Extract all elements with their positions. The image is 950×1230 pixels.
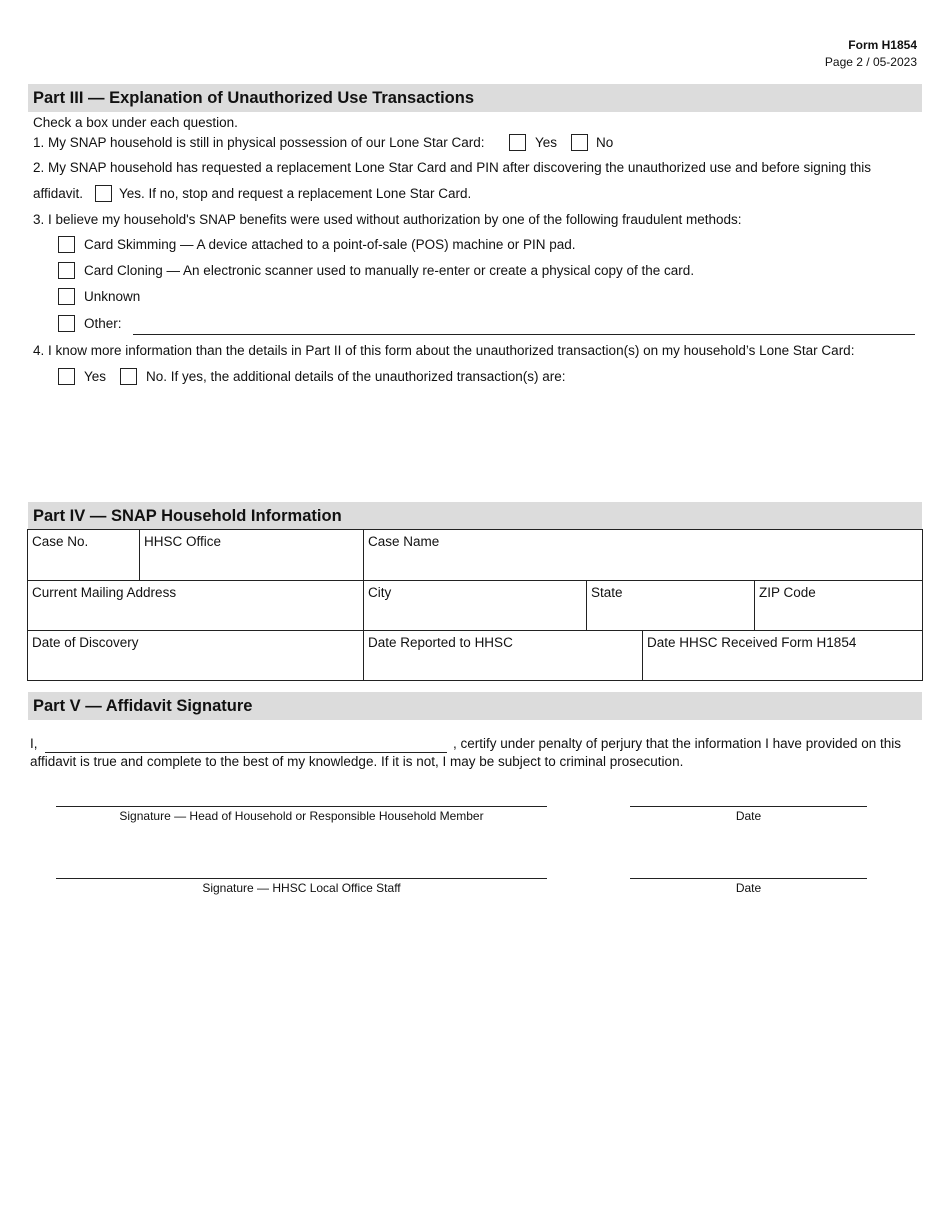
page-info: Page 2 / 05-2023 bbox=[824, 55, 917, 69]
hhsc-office-label: HHSC Office bbox=[144, 534, 222, 549]
q1-no-label: No bbox=[596, 135, 614, 150]
other-input-line[interactable] bbox=[133, 334, 915, 335]
other-label: Other: bbox=[84, 316, 122, 331]
date1-label: Date bbox=[735, 809, 762, 823]
q1-yes-checkbox[interactable] bbox=[509, 134, 526, 151]
q4-no-checkbox[interactable] bbox=[120, 368, 137, 385]
part4-title: Part IV — SNAP Household Information bbox=[28, 502, 922, 530]
case-no-label: Case No. bbox=[32, 534, 89, 549]
q4-text: 4. I know more information than the details in Part II of this form about the unauthorized transaction(s) on my household’s Lone Star Card: bbox=[33, 343, 855, 358]
q1-yes-label: Yes bbox=[535, 135, 558, 150]
unknown-label: Unknown bbox=[84, 289, 141, 304]
q2-text: 2. My SNAP household has requested a replacement Lone Star Card and PIN after discovering the unauthorized use and before signing this bbox=[33, 160, 872, 175]
household-signature-line[interactable] bbox=[56, 806, 547, 807]
date-of-discovery-field[interactable] bbox=[27, 630, 364, 681]
zip-code-field[interactable] bbox=[754, 580, 923, 631]
affiant-name-line[interactable] bbox=[45, 752, 447, 753]
q2-text-cont: affidavit. bbox=[33, 186, 84, 201]
card-skimming-checkbox[interactable] bbox=[58, 236, 75, 253]
date-reported-label: Date Reported to HHSC bbox=[368, 635, 513, 650]
state-label: State bbox=[591, 585, 623, 600]
mailing-address-label: Current Mailing Address bbox=[32, 585, 177, 600]
date1-line[interactable] bbox=[630, 806, 867, 807]
date-reported-field[interactable] bbox=[363, 630, 643, 681]
q4-no-label: No. If yes, the additional details of the unauthorized transaction(s) are: bbox=[146, 369, 566, 384]
household-signature-label: Signature — Head of Household or Responsible Household Member bbox=[119, 809, 484, 823]
form-number: Form H1854 bbox=[848, 38, 917, 52]
card-skimming-label: Card Skimming — A device attached to a point-of-sale (POS) machine or PIN pad. bbox=[84, 237, 576, 252]
card-cloning-checkbox[interactable] bbox=[58, 262, 75, 279]
q2-yes-checkbox[interactable] bbox=[95, 185, 112, 202]
case-no-field[interactable] bbox=[27, 529, 140, 581]
state-field[interactable] bbox=[586, 580, 755, 631]
q1-no-checkbox[interactable] bbox=[571, 134, 588, 151]
q4-yes-checkbox[interactable] bbox=[58, 368, 75, 385]
date2-line[interactable] bbox=[630, 878, 867, 879]
case-name-label: Case Name bbox=[368, 534, 440, 549]
other-checkbox[interactable] bbox=[58, 315, 75, 332]
q4-yes-label: Yes bbox=[84, 369, 107, 384]
part3-instructions: Check a box under each question. bbox=[33, 115, 238, 130]
q2-yes-label: Yes. If no, stop and request a replacement Lone Star Card. bbox=[119, 186, 472, 201]
q3-text: 3. I believe my household's SNAP benefits were used without authorization by one of the following fraudulent methods: bbox=[33, 212, 742, 227]
part3-title: Part III — Explanation of Unauthorized Use Transactions bbox=[28, 84, 922, 112]
city-field[interactable] bbox=[363, 580, 587, 631]
staff-signature-line[interactable] bbox=[56, 878, 547, 879]
date-received-field[interactable] bbox=[642, 630, 923, 681]
hhsc-office-field[interactable] bbox=[139, 529, 364, 581]
part5-title: Part V — Affidavit Signature bbox=[28, 692, 922, 720]
card-cloning-label: Card Cloning — An electronic scanner used to manually re-enter or create a physical copy of the card. bbox=[84, 263, 695, 278]
city-label: City bbox=[368, 585, 392, 600]
certify-text: , certify under penalty of perjury that the information I have provided on this bbox=[453, 736, 901, 751]
q1-text: 1. My SNAP household is still in physical possession of our Lone Star Card: bbox=[33, 135, 485, 150]
certify-text-cont: affidavit is true and complete to the best of my knowledge. If it is not, I may be subject to criminal prosecution. bbox=[30, 754, 684, 769]
date-received-label: Date HHSC Received Form H1854 bbox=[647, 635, 857, 650]
date2-label: Date bbox=[735, 881, 762, 895]
unknown-checkbox[interactable] bbox=[58, 288, 75, 305]
staff-signature-label: Signature — HHSC Local Office Staff bbox=[202, 881, 401, 895]
mailing-address-field[interactable] bbox=[27, 580, 364, 631]
case-name-field[interactable] bbox=[363, 529, 923, 581]
zip-code-label: ZIP Code bbox=[759, 585, 816, 600]
date-of-discovery-label: Date of Discovery bbox=[32, 635, 139, 650]
affidavit-prefix: I, bbox=[30, 736, 38, 751]
